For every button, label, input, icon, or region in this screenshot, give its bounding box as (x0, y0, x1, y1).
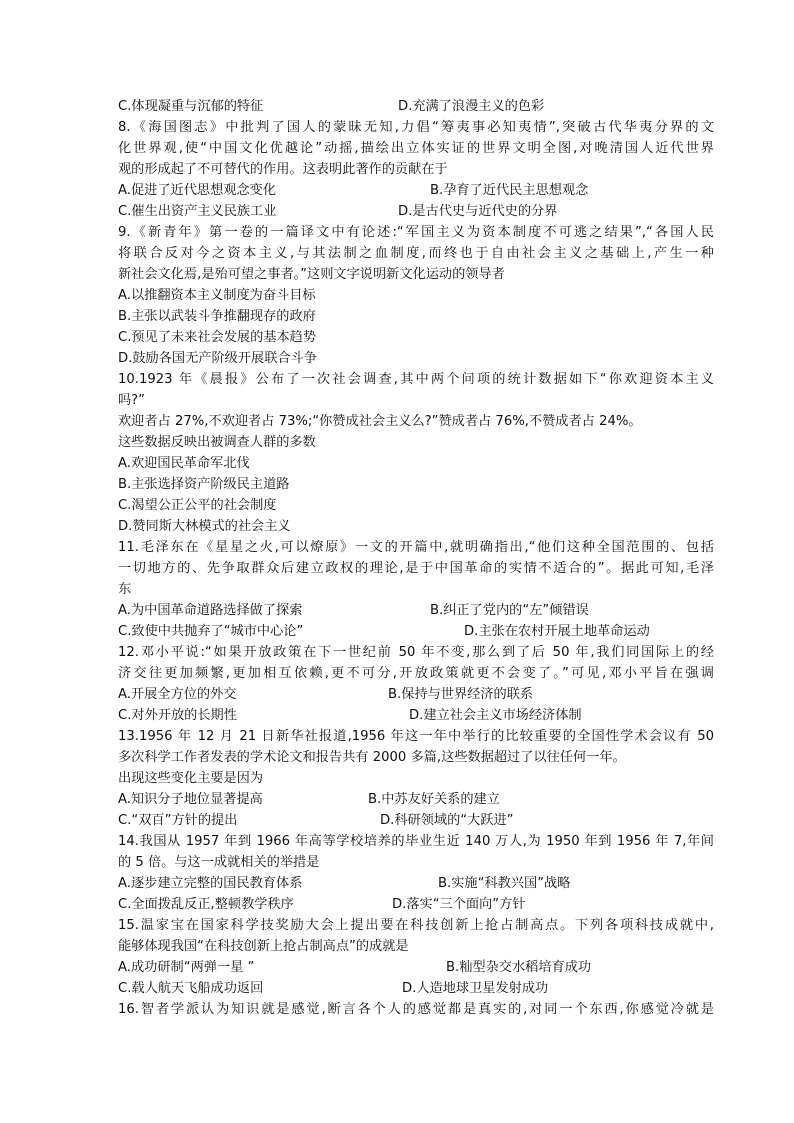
line-text: 能够体现我国“在科技创新上抢占制高点”的成就是 (118, 939, 409, 954)
text-line (118, 348, 714, 369)
option-text: C.催生出资产主义民族工业 (118, 204, 277, 219)
line-text: B.主张选择资产阶级民主道路 (118, 477, 290, 492)
line-text: 东 (118, 582, 132, 597)
line-text: 多次科学工作者发表的学术论文和报告共有 2000 多篇,这些数据超过了以往任何一年。 (118, 750, 626, 765)
text-line (118, 936, 714, 957)
line-text: 8.《海国图志》中批判了国人的蒙昧无知,力倡“筹夷事必知夷情”,突破古代华夷分界的文 (118, 120, 714, 135)
text-line (118, 726, 714, 747)
line-text: 的 5 倍。与这一成就相关的举措是 (118, 855, 320, 870)
text-line (118, 117, 714, 138)
line-text: A.以推翻资本主义制度为奋斗目标 (118, 288, 316, 303)
option-text: C.全面拨乱反正,整顿教学秩序 (118, 897, 294, 912)
text-line (118, 201, 714, 222)
text-line (118, 138, 714, 159)
line-text: 欢迎者占 27%,不欢迎者占 73%;“你赞成社会主义么?”赞成者占 76%,不赞成者占 24%。 (118, 414, 642, 429)
line-text: 一切地方的、先争取群众后建立政权的理论,是于中国革命的实情不适合的”。据此可知,毛泽 (118, 561, 714, 576)
option-text: A.知识分子地位显著提高 (118, 792, 263, 807)
text-line (118, 600, 714, 621)
text-line (118, 642, 714, 663)
text-line (118, 915, 714, 936)
text-line (118, 96, 714, 117)
option-text: B.保持与世界经济的联系 (388, 687, 534, 702)
option-text: B.籼型杂交水稻培育成功 (446, 960, 592, 975)
line-text: 这些数据反映出被调查人群的多数 (118, 435, 316, 450)
text-line (118, 663, 714, 684)
text-line (118, 558, 714, 579)
text-line (118, 432, 714, 453)
option-text: D.落实“三个面向”方针 (392, 897, 526, 912)
text-line (118, 684, 714, 705)
option-text: B.孕育了近代民主思想观念 (430, 183, 589, 198)
text-line (118, 747, 714, 768)
text-line (118, 999, 714, 1020)
option-text: A.开展全方位的外交 (118, 687, 237, 702)
option-text: D.主张在农村开展土地革命运动 (464, 624, 650, 639)
option-text: C.对外开放的长期性 (118, 708, 237, 723)
option-text: D.科研领域的“大跃进” (380, 813, 514, 828)
line-text: 将联合反对今之资本主义,与其法制之血制度,而终也于自由社会主义之基础上,产生一种 (118, 246, 714, 261)
option-text: B.中苏友好关系的建立 (368, 792, 500, 807)
option-text: C.体现凝重与沉郁的特征 (118, 99, 264, 114)
text-line (118, 978, 714, 999)
line-text: 吗?” (118, 393, 146, 408)
text-line (118, 159, 714, 180)
line-text: 化世界观,使“中国文化优越论”动摇,描绘出立体实证的世界文明全图,对晚清国人近代世界 (118, 141, 714, 156)
text-line (118, 621, 714, 642)
text-line (118, 831, 714, 852)
line-text: 出现这些变化主要是因为 (118, 771, 264, 786)
line-text: 新社会文化焉,是殆可望之事者。”这则文字说明新文化运动的领导者 (118, 267, 505, 282)
text-line (118, 852, 714, 873)
line-text: 9.《新青年》第一卷的一篇译文中有论述:“军国主义为资本制度不可逃之结果”,“各国人民 (118, 225, 714, 240)
line-text: D.鼓励各国无产阶级开展联合斗争 (118, 351, 317, 366)
text-line (118, 369, 714, 390)
line-text: C.渴望公正公平的社会制度 (118, 498, 277, 513)
option-text: A.为中国革命道路选择做了探索 (118, 603, 303, 618)
line-text: 13.1956 年 12 月 21 日新华社报道,1956 年这一年中举行的比较重要的全国性学术会议有 50 (118, 729, 714, 744)
option-text: A.促进了近代思想观念变化 (118, 183, 277, 198)
line-text: 16.智者学派认为知识就是感觉,断言各个人的感觉都是真实的,对同一个东西,你感觉冷就是 (118, 1002, 714, 1017)
text-line (118, 810, 714, 831)
text-line (118, 789, 714, 810)
option-text: B.纠正了党内的“左”倾错误 (430, 603, 589, 618)
line-text: 济交往更加频繁,更加相互依赖,更不可分,开放政策就更不会变了。”可见,邓小平旨在强调 (118, 666, 714, 681)
text-line (118, 579, 714, 600)
option-text: A.成功研制“两弹一星 ” (118, 960, 255, 975)
option-text: A.逐步建立完整的国民教育体系 (118, 876, 303, 891)
line-text: 14.我国从 1957 年到 1966 年高等学校培养的毕业生近 140 万人,为 1950 年到 1956 年 7,年间 (118, 834, 714, 849)
option-text: C.载人航天飞船成功返回 (118, 981, 264, 996)
line-text: 11.毛泽东在《星星之火,可以燎原》一文的开篇中,就明确指出,“他们这种全国范围的、包括 (118, 540, 714, 555)
option-text: C.“双百”方针的提出 (118, 813, 238, 828)
text-line (118, 264, 714, 285)
text-line (118, 894, 714, 915)
line-text: A.欢迎国民革命军北伐 (118, 456, 250, 471)
text-line (118, 327, 714, 348)
line-text: 10.1923 年《晨报》公布了一次社会调查,其中两个问项的统计数据如下“你欢迎资本主义 (118, 372, 714, 387)
text-line (118, 516, 714, 537)
option-text: D.人造地球卫星发射成功 (402, 981, 549, 996)
text-line (118, 390, 714, 411)
text-line (118, 474, 714, 495)
text-line (118, 705, 714, 726)
text-line (118, 873, 714, 894)
line-text: C.预见了未来社会发展的基本趋势 (118, 330, 317, 345)
line-text: D.赞同斯大林模式的社会主义 (118, 519, 291, 534)
text-line (118, 768, 714, 789)
option-text: D.充满了浪漫主义的色彩 (398, 99, 545, 114)
text-line (118, 243, 714, 264)
text-line (118, 537, 714, 558)
text-line (118, 453, 714, 474)
line-text: 观的形成起了不可替代的作用。这表明此著作的贡献在于 (118, 162, 448, 177)
text-line (118, 306, 714, 327)
text-line (118, 957, 714, 978)
option-text: B.实施“科教兴国”战略 (438, 876, 571, 891)
text-line (118, 411, 714, 432)
text-line (118, 285, 714, 306)
option-text: D.建立社会主义市场经济体制 (409, 708, 582, 723)
text-line (118, 180, 714, 201)
option-text: D.是古代史与近代史的分界 (398, 204, 558, 219)
option-text: C.致使中共抛弃了“城市中心论” (118, 624, 304, 639)
text-line (118, 222, 714, 243)
line-text: 12.邓小平说:“如果开放政策在下一世纪前 50 年不变,那么到了后 50 年,我们同国际上的经 (118, 645, 714, 660)
line-text: B.主张以武装斗争推翻现存的政府 (118, 309, 316, 324)
text-line (118, 495, 714, 516)
line-text: 15.温家宝在国家科学技奖励大会上提出要在科技创新上抢占制高点。下列各项科技成就中, (118, 918, 714, 933)
